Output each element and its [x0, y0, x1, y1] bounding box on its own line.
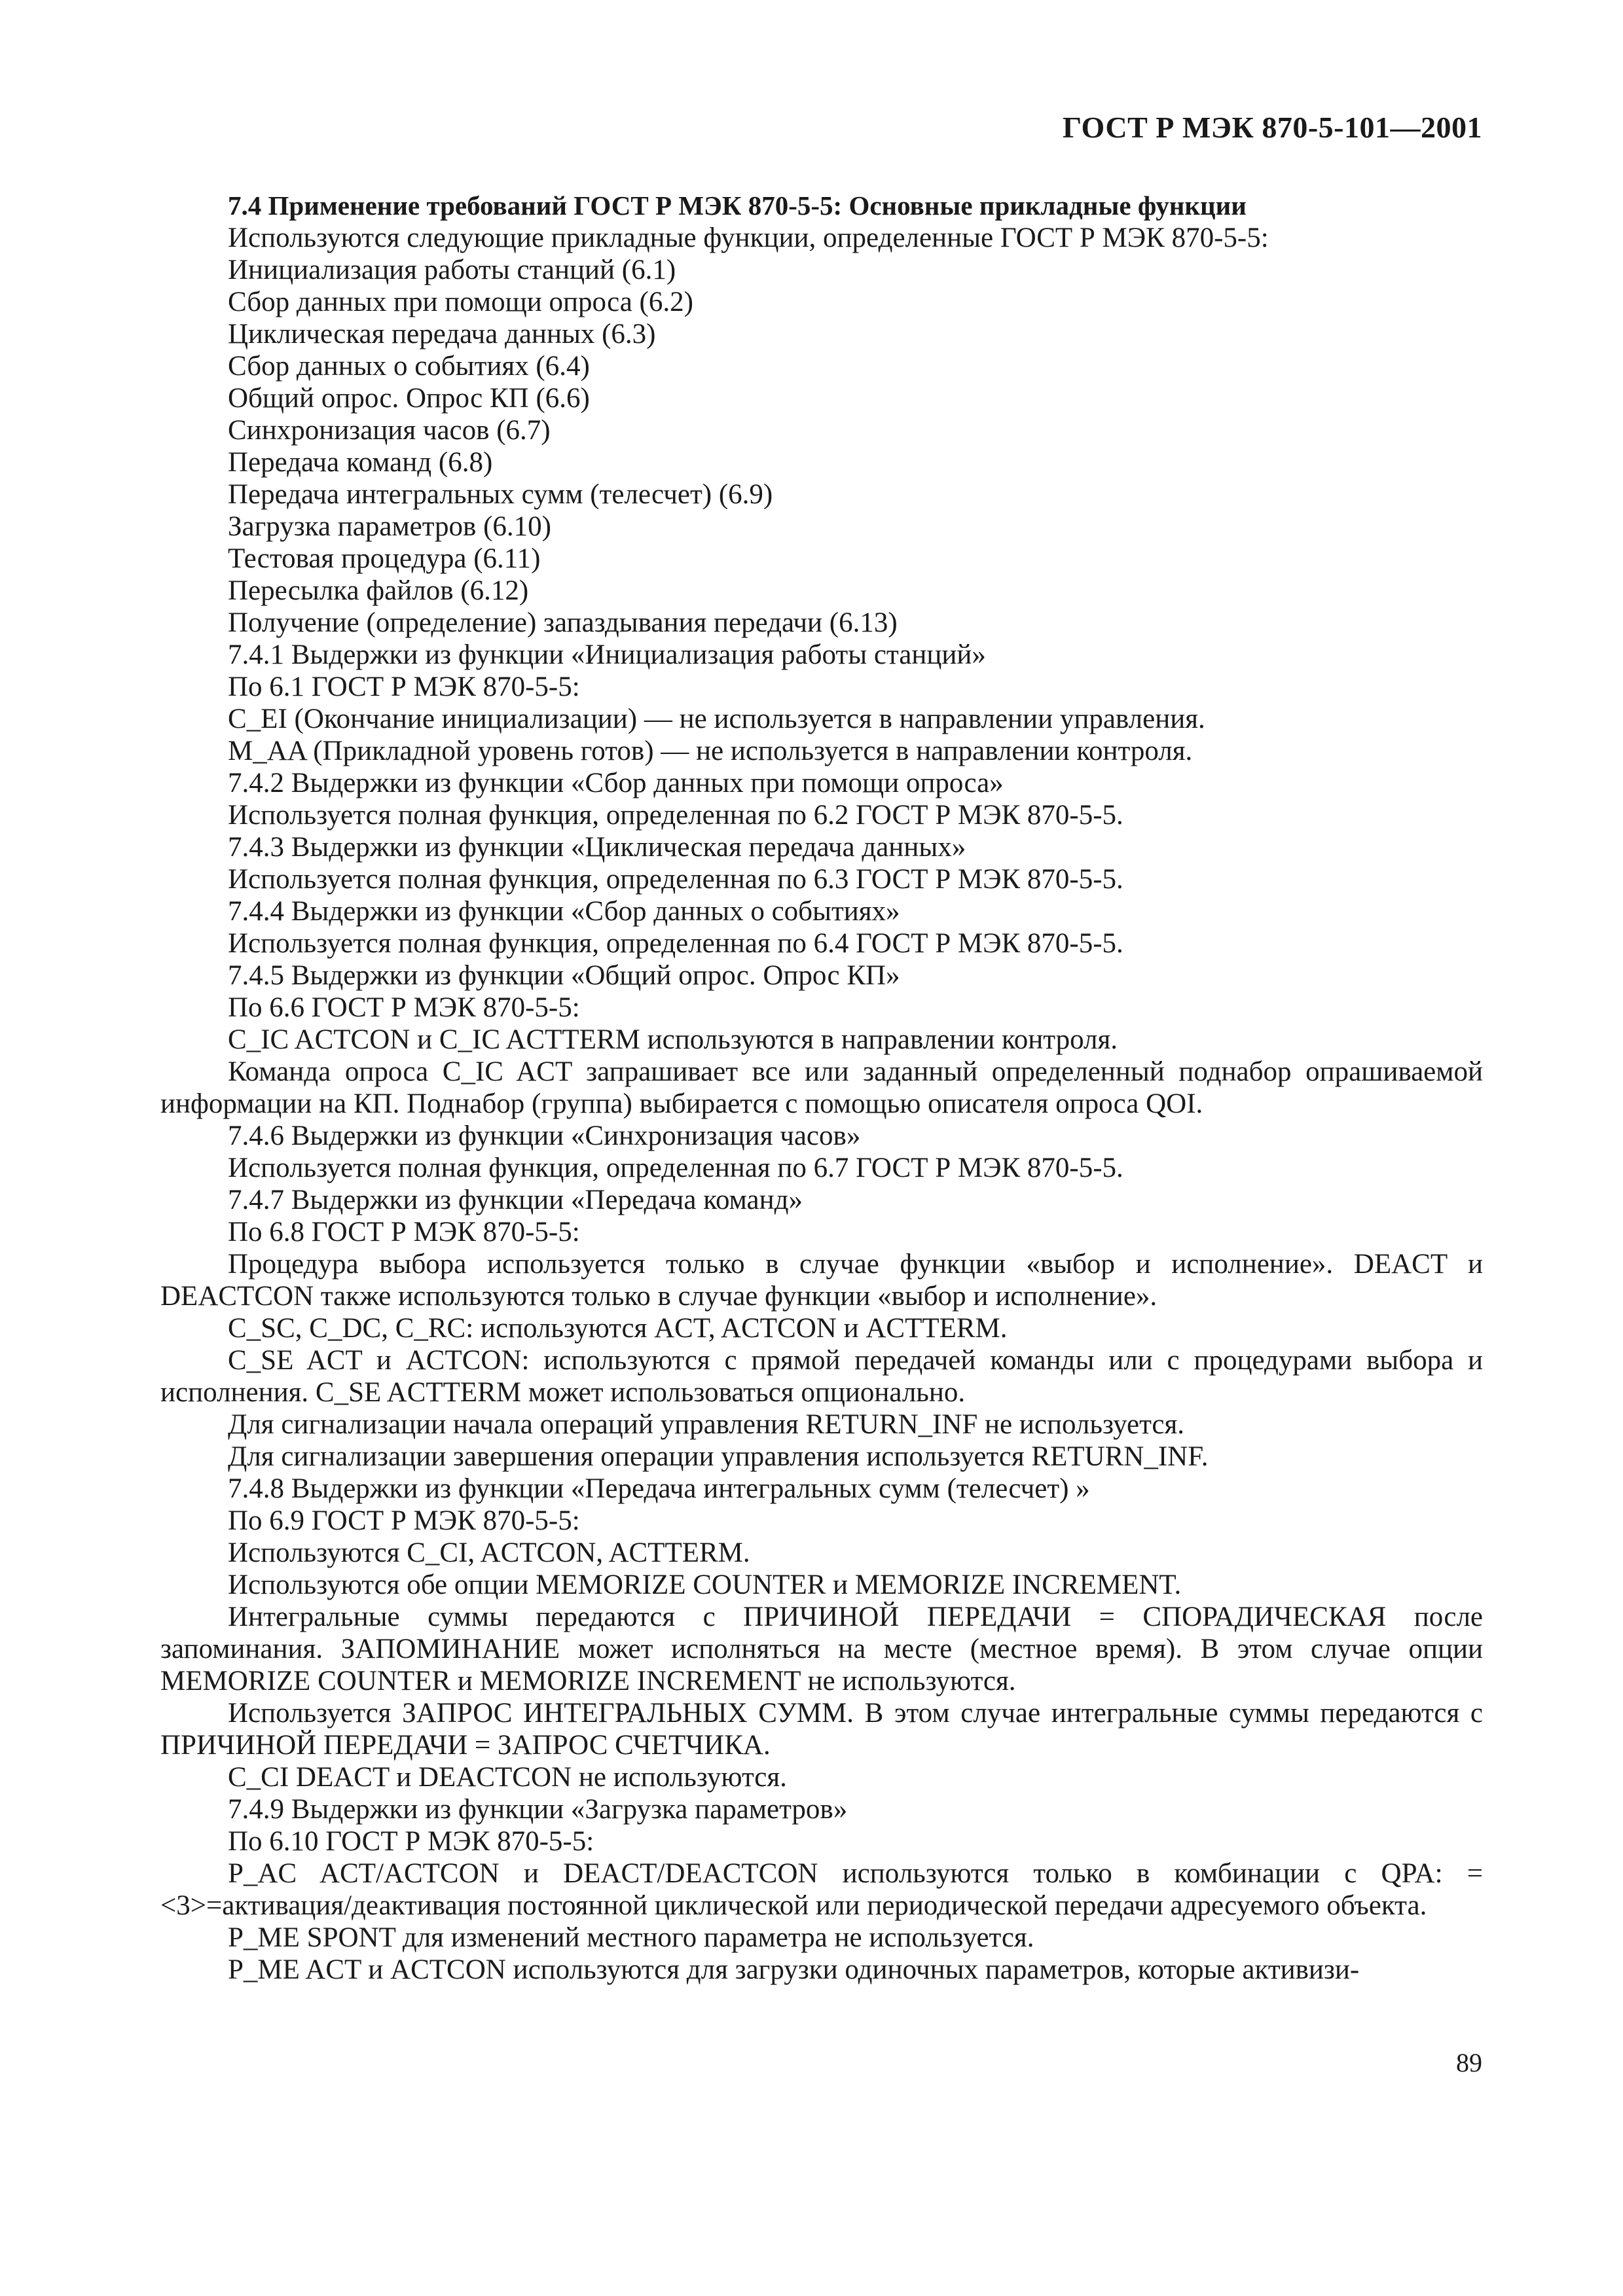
paragraph: Для сигнализации завершения операции управления используется RETURN_INF. [228, 1441, 1209, 1472]
paragraph: Используется полная функция, определенная по 6.2 ГОСТ Р МЭК 870-5-5. [228, 800, 1123, 831]
paragraph: 7.4.5 Выдержки из функции «Общий опрос. Опрос КП» [228, 960, 900, 991]
paragraph: Используется полная функция, определенная по 6.4 ГОСТ Р МЭК 870-5-5. [228, 928, 1123, 959]
paragraph: Передача команд (6.8) [228, 447, 493, 478]
paragraph: M_AA (Прикладной уровень готов) — не используется в направлении контроля. [228, 736, 1193, 766]
paragraph: Сбор данных при помощи опроса (6.2) [228, 287, 693, 317]
paragraph: Интегральные суммы передаются с ПРИЧИНОЙ ПЕРЕДАЧИ = СПОРАДИЧЕСКАЯ после запоминания. ЗАПОМИНАНИЕ может исполняться на месте (местное время). В этом случае опции MEMORIZE COUNTER и MEMORIZE INCREMENT не используются. [160, 1602, 1483, 1696]
paragraph: Инициализация работы станций (6.1) [228, 255, 676, 285]
paragraph: По 6.6 ГОСТ Р МЭК 870-5-5: [228, 992, 580, 1023]
paragraph: Получение (определение) запаздывания передачи (6.13) [228, 607, 898, 638]
paragraph: Сбор данных о событиях (6.4) [228, 351, 590, 382]
paragraph: Процедура выбора используется только в случае функции «выбор и исполнение». DEACT и DEACTCON также используются только в случае функции «выбор и исполнение». [160, 1249, 1483, 1312]
paragraph: По 6.1 ГОСТ Р МЭК 870-5-5: [228, 672, 580, 702]
paragraph: C_IC ACTCON и C_IC ACTTERM используются в направлении контроля. [228, 1024, 1118, 1055]
paragraph: 7.4.4 Выдержки из функции «Сбор данных о событиях» [228, 896, 900, 927]
paragraph: C_CI DEACT и DEACTCON не используются. [228, 1762, 787, 1793]
paragraph: P_ME ACT и ACTCON используются для загрузки одиночных параметров, которые активизи- [228, 1954, 1360, 1985]
paragraph: Используется ЗАПРОС ИНТЕГРАЛЬНЫХ СУММ. В этом случае интегральные суммы передаются с ПРИЧИНОЙ ПЕРЕДАЧИ = ЗАПРОС СЧЕТЧИКА. [160, 1698, 1483, 1761]
document-code-header: ГОСТ Р МЭК 870-5-101—2001 [1062, 111, 1482, 144]
paragraph-list [160, 222, 1483, 1986]
paragraph: 7.4.6 Выдержки из функции «Синхронизация часов» [228, 1121, 861, 1151]
paragraph: Используется полная функция, определенная по 6.3 ГОСТ Р МЭК 870-5-5. [228, 864, 1123, 895]
paragraph: C_SC, C_DC, C_RC: используются ACT, ACTCON и ACTTERM. [228, 1313, 1008, 1344]
paragraph: Тестовая процедура (6.11) [228, 543, 541, 574]
paragraph: Используются обе опции MEMORIZE COUNTER и MEMORIZE INCREMENT. [228, 1570, 1182, 1600]
paragraph: Используются следующие прикладные функции, определенные ГОСТ Р МЭК 870-5-5: [228, 223, 1269, 253]
paragraph: P_ME SPONT для изменений местного параметра не используется. [228, 1922, 1034, 1953]
section-title: 7.4 Применение требований ГОСТ Р МЭК 870-5-5: Основные прикладные функции [228, 190, 1247, 221]
paragraph: Пересылка файлов (6.12) [228, 575, 529, 606]
paragraph: 7.4.1 Выдержки из функции «Инициализация работы станций» [228, 639, 986, 670]
paragraph: Используются C_CI, ACTCON, ACTTERM. [228, 1537, 750, 1568]
paragraph: Загрузка параметров (6.10) [228, 511, 551, 542]
paragraph: По 6.9 ГОСТ Р МЭК 870-5-5: [228, 1505, 580, 1536]
paragraph: 7.4.3 Выдержки из функции «Циклическая передача данных» [228, 832, 966, 863]
paragraph: C_EI (Окончание инициализации) — не используется в направлении управления. [228, 704, 1205, 734]
page-number: 89 [1456, 2048, 1482, 2077]
paragraph: По 6.10 ГОСТ Р МЭК 870-5-5: [228, 1826, 594, 1857]
paragraph: 7.4.2 Выдержки из функции «Сбор данных при помощи опроса» [228, 768, 1004, 798]
paragraph: 7.4.7 Выдержки из функции «Передача команд» [228, 1185, 803, 1215]
paragraph: Команда опроса C_IC ACT запрашивает все или заданный определенный поднабор опрашиваемой информации на КП. Поднабор (группа) выбирается с помощью описателя опроса QOI. [160, 1056, 1483, 1119]
paragraph: Для сигнализации начала операций управления RETURN_INF не используется. [228, 1409, 1185, 1440]
paragraph: Передача интегральных сумм (телесчет) (6.9) [228, 479, 773, 510]
paragraph: 7.4.9 Выдержки из функции «Загрузка параметров» [228, 1794, 848, 1825]
paragraph: Общий опрос. Опрос КП (6.6) [228, 383, 590, 414]
paragraph: Используется полная функция, определенная по 6.7 ГОСТ Р МЭК 870-5-5. [228, 1153, 1123, 1183]
paragraph: C_SE ACT и ACTCON: используются с прямой передачей команды или с процедурами выбора и исполнения. C_SE ACTTERM может использоваться опционально. [160, 1345, 1483, 1408]
paragraph: По 6.8 ГОСТ Р МЭК 870-5-5: [228, 1217, 580, 1247]
paragraph: P_AC ACT/ACTCON и DEACT/DEACTCON используются только в комбинации с QPA: = <3>=активация/деактивация постоянной циклической или периодической передачи адресуемого объекта. [160, 1858, 1483, 1921]
page-body [160, 190, 1483, 1986]
paragraph: Циклическая передача данных (6.3) [228, 319, 656, 350]
paragraph: Синхронизация часов (6.7) [228, 415, 551, 446]
paragraph: 7.4.8 Выдержки из функции «Передача интегральных сумм (телесчет) » [228, 1473, 1090, 1504]
